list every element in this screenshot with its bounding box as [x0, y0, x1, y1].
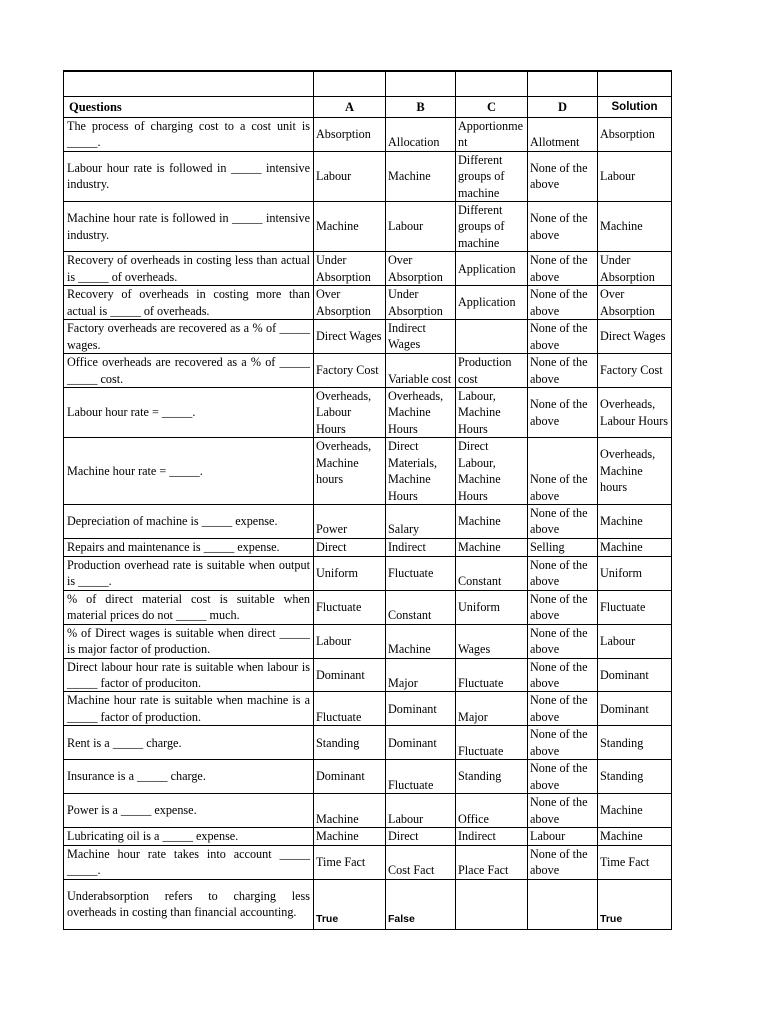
header-c: C [456, 97, 528, 118]
option-b-cell: Cost Fact [386, 845, 456, 879]
option-d-cell: None of the above [528, 438, 598, 505]
option-c-cell: Indirect [456, 827, 528, 845]
option-b-cell: False [386, 879, 456, 929]
table-row [64, 658, 672, 692]
option-a-cell: Dominant [314, 658, 386, 692]
option-a-cell: Overheads, Machine hours [314, 438, 386, 505]
table-row [64, 504, 672, 538]
table-row [64, 760, 672, 794]
option-c-cell: Fluctuate [456, 726, 528, 760]
option-a-cell: Overheads, Labour Hours [314, 388, 386, 438]
question-cell: % of direct material cost is suitable when material prices do not _____ much. [64, 590, 314, 624]
option-c-cell: Uniform [456, 590, 528, 624]
option-b-cell: Major [386, 658, 456, 692]
solution-cell: Under Absorption [598, 252, 672, 286]
question-cell: The process of charging cost to a cost unit is _____. [64, 118, 314, 152]
option-a-cell: Direct [314, 538, 386, 556]
option-d-cell: None of the above [528, 286, 598, 320]
option-d-cell: None of the above [528, 354, 598, 388]
option-d-cell: None of the above [528, 692, 598, 726]
question-cell: Rent is a _____ charge. [64, 726, 314, 760]
option-c-cell: Application [456, 286, 528, 320]
option-d-cell [528, 879, 598, 929]
option-c-cell: Fluctuate [456, 658, 528, 692]
solution-cell: Uniform [598, 556, 672, 590]
option-c-cell: Apportionment [456, 118, 528, 152]
option-a-cell: Uniform [314, 556, 386, 590]
table-row [64, 692, 672, 726]
solution-cell: Direct Wages [598, 320, 672, 354]
question-cell: Lubricating oil is a _____ expense. [64, 827, 314, 845]
option-d-cell: None of the above [528, 845, 598, 879]
solution-cell: Standing [598, 760, 672, 794]
option-a-cell: Labour [314, 151, 386, 201]
table-row [64, 354, 672, 388]
question-cell: Recovery of overheads in costing less than actual is _____ of overheads. [64, 252, 314, 286]
table-row [64, 794, 672, 828]
table-row [64, 286, 672, 320]
table-row [64, 879, 672, 929]
option-c-cell [456, 879, 528, 929]
question-cell: Office overheads are recovered as a % of _____ _____ cost. [64, 354, 314, 388]
solution-cell: Machine [598, 827, 672, 845]
table-row [64, 151, 672, 201]
option-c-cell: Application [456, 252, 528, 286]
table-row [64, 590, 672, 624]
option-c-cell: Machine [456, 538, 528, 556]
table-row [64, 538, 672, 556]
question-cell: Insurance is a _____ charge. [64, 760, 314, 794]
solution-cell: True [598, 879, 672, 929]
table-row [64, 556, 672, 590]
option-c-cell: Labour, Machine Hours [456, 388, 528, 438]
option-b-cell: Variable cost [386, 354, 456, 388]
question-cell: Labour hour rate is followed in _____ intensive industry. [64, 151, 314, 201]
option-a-cell: Factory Cost [314, 354, 386, 388]
option-c-cell: Different groups of machine [456, 151, 528, 201]
option-c-cell: Wages [456, 624, 528, 658]
option-a-cell: Absorption [314, 118, 386, 152]
option-a-cell: Fluctuate [314, 590, 386, 624]
mcq-table [63, 70, 672, 930]
table-cell [314, 71, 386, 97]
header-row [64, 97, 672, 118]
question-cell: Machine hour rate is suitable when machine is a _____ factor of production. [64, 692, 314, 726]
option-b-cell: Labour [386, 202, 456, 252]
table-row [64, 388, 672, 438]
option-d-cell: Allotment [528, 118, 598, 152]
table-row [64, 845, 672, 879]
question-cell: Machine hour rate takes into account _____ _____. [64, 845, 314, 879]
option-a-cell: True [314, 879, 386, 929]
option-b-cell: Direct Materials, Machine Hours [386, 438, 456, 505]
option-b-cell: Constant [386, 590, 456, 624]
solution-cell: Labour [598, 151, 672, 201]
option-b-cell: Salary [386, 504, 456, 538]
option-b-cell: Indirect [386, 538, 456, 556]
option-b-cell: Machine [386, 151, 456, 201]
header-solution: Solution [598, 97, 672, 118]
table-cell [598, 71, 672, 97]
solution-cell: Machine [598, 504, 672, 538]
option-d-cell: None of the above [528, 252, 598, 286]
option-c-cell: Office [456, 794, 528, 828]
option-b-cell: Fluctuate [386, 760, 456, 794]
solution-cell: Machine [598, 538, 672, 556]
option-d-cell: Selling [528, 538, 598, 556]
solution-cell: Machine [598, 794, 672, 828]
table-cell [64, 71, 314, 97]
option-d-cell: None of the above [528, 202, 598, 252]
option-a-cell: Dominant [314, 760, 386, 794]
table-row [64, 118, 672, 152]
option-c-cell: Standing [456, 760, 528, 794]
question-cell: Power is a _____ expense. [64, 794, 314, 828]
solution-cell: Overheads, Machine hours [598, 438, 672, 505]
option-d-cell: None of the above [528, 504, 598, 538]
option-d-cell: None of the above [528, 760, 598, 794]
option-a-cell: Over Absorption [314, 286, 386, 320]
option-b-cell: Indirect Wages [386, 320, 456, 354]
option-a-cell: Machine [314, 827, 386, 845]
question-cell: Underabsorption refers to charging less overheads in costing than financial accounting. [64, 879, 314, 929]
option-a-cell: Machine [314, 202, 386, 252]
option-c-cell: Production cost [456, 354, 528, 388]
table-row [64, 438, 672, 505]
option-b-cell: Over Absorption [386, 252, 456, 286]
question-cell: Machine hour rate is followed in _____ intensive industry. [64, 202, 314, 252]
option-d-cell: None of the above [528, 151, 598, 201]
header-b: B [386, 97, 456, 118]
table-row [64, 827, 672, 845]
option-a-cell: Labour [314, 624, 386, 658]
option-d-cell: None of the above [528, 320, 598, 354]
solution-cell: Time Fact [598, 845, 672, 879]
option-d-cell: None of the above [528, 658, 598, 692]
solution-cell: Overheads, Labour Hours [598, 388, 672, 438]
solution-cell: Machine [598, 202, 672, 252]
question-cell: Labour hour rate = _____. [64, 388, 314, 438]
option-d-cell: None of the above [528, 556, 598, 590]
question-cell: % of Direct wages is suitable when direct _____ is major factor of production. [64, 624, 314, 658]
header-a: A [314, 97, 386, 118]
option-c-cell: Place Fact [456, 845, 528, 879]
solution-cell: Absorption [598, 118, 672, 152]
table-cell [528, 71, 598, 97]
solution-cell: Labour [598, 624, 672, 658]
question-cell: Production overhead rate is suitable when output is _____. [64, 556, 314, 590]
table-row [64, 252, 672, 286]
option-b-cell: Labour [386, 794, 456, 828]
question-cell: Direct labour hour rate is suitable when labour is _____ factor of produciton. [64, 658, 314, 692]
table-cell [456, 71, 528, 97]
solution-cell: Dominant [598, 692, 672, 726]
option-a-cell: Power [314, 504, 386, 538]
table-row [64, 202, 672, 252]
option-a-cell: Direct Wages [314, 320, 386, 354]
option-b-cell: Machine [386, 624, 456, 658]
solution-cell: Standing [598, 726, 672, 760]
option-b-cell: Allocation [386, 118, 456, 152]
solution-cell: Fluctuate [598, 590, 672, 624]
option-a-cell: Under Absorption [314, 252, 386, 286]
header-questions: Questions [64, 97, 314, 118]
solution-cell: Dominant [598, 658, 672, 692]
question-cell: Recovery of overheads in costing more than actual is _____ of overheads. [64, 286, 314, 320]
question-cell: Depreciation of machine is _____ expense. [64, 504, 314, 538]
option-d-cell: None of the above [528, 794, 598, 828]
question-cell: Factory overheads are recovered as a % of _____ wages. [64, 320, 314, 354]
option-d-cell: None of the above [528, 726, 598, 760]
question-cell: Repairs and maintenance is _____ expense. [64, 538, 314, 556]
solution-cell: Over Absorption [598, 286, 672, 320]
option-b-cell: Overheads, Machine Hours [386, 388, 456, 438]
option-b-cell: Dominant [386, 726, 456, 760]
option-a-cell: Standing [314, 726, 386, 760]
option-a-cell: Time Fact [314, 845, 386, 879]
option-d-cell: None of the above [528, 388, 598, 438]
question-cell: Machine hour rate = _____. [64, 438, 314, 505]
table-cell [386, 71, 456, 97]
option-b-cell: Fluctuate [386, 556, 456, 590]
header-d: D [528, 97, 598, 118]
option-d-cell: Labour [528, 827, 598, 845]
table-row [64, 624, 672, 658]
solution-cell: Factory Cost [598, 354, 672, 388]
option-b-cell: Dominant [386, 692, 456, 726]
option-b-cell: Direct [386, 827, 456, 845]
option-b-cell: Under Absorption [386, 286, 456, 320]
table-row [64, 726, 672, 760]
option-c-cell: Machine [456, 504, 528, 538]
option-d-cell: None of the above [528, 624, 598, 658]
option-c-cell: Different groups of machine [456, 202, 528, 252]
option-c-cell [456, 320, 528, 354]
blank-row [64, 71, 672, 97]
option-c-cell: Direct Labour, Machine Hours [456, 438, 528, 505]
option-c-cell: Constant [456, 556, 528, 590]
table-row [64, 320, 672, 354]
option-a-cell: Fluctuate [314, 692, 386, 726]
option-c-cell: Major [456, 692, 528, 726]
option-a-cell: Machine [314, 794, 386, 828]
option-d-cell: None of the above [528, 590, 598, 624]
